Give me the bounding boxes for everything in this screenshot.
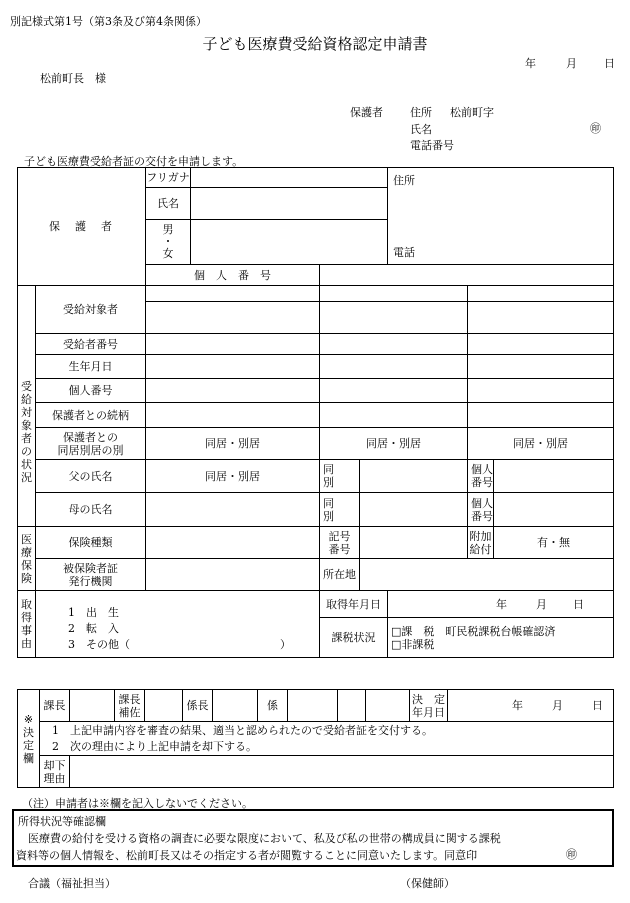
application-table	[17, 167, 614, 658]
cohabit-choice-3[interactable]: 同居・別居	[468, 428, 614, 460]
form-number: 別記様式第1号（第3条及び第4条関係）	[10, 15, 207, 28]
footer-welfare: 合議（福祉担当）	[28, 877, 116, 890]
tax-exempt-checkbox[interactable]: □非課税	[391, 637, 435, 651]
consent-heading: 所得状況等確認欄	[18, 815, 106, 828]
staff-stamp-3[interactable]	[366, 690, 410, 722]
side-char: 得	[21, 611, 32, 624]
acquired-date-field[interactable]	[388, 591, 614, 618]
reject-line-2: 理由	[43, 771, 66, 785]
mother-pnum-field[interactable]	[494, 493, 614, 527]
footer-nurse: （保健師）	[400, 877, 455, 890]
date-day-label: 日	[604, 57, 615, 70]
deputy-line-1: 課長	[118, 692, 141, 706]
cohabit-choice-1[interactable]: 同居・別居	[146, 428, 320, 460]
decided-line-1: 決 定	[412, 692, 445, 706]
guardian-name-label: 氏名	[146, 188, 191, 220]
side-char: 険	[21, 571, 32, 585]
side-char: 由	[21, 637, 32, 650]
chief-label: 課長	[40, 690, 70, 722]
side-char: 欄	[23, 751, 34, 765]
result-reject[interactable]: 2 次の理由により上記申請を却下する。	[40, 739, 614, 756]
applicant-address-value: 松前町字	[450, 106, 494, 119]
side-char: 取	[21, 598, 32, 611]
insurer-line-1: 被保険者証	[63, 561, 118, 575]
father-pnum-field[interactable]	[494, 460, 614, 493]
cohabit-label	[36, 428, 146, 460]
decision-table	[17, 689, 614, 788]
same-char-2: 別	[323, 509, 334, 523]
recipient-side-label	[18, 286, 36, 527]
location-field[interactable]	[360, 559, 614, 591]
furigana-field[interactable]	[191, 168, 388, 188]
staff-stamp-2[interactable]	[338, 690, 366, 722]
symbol-line-2: 番号	[328, 542, 351, 556]
decided-day: 日	[592, 699, 603, 712]
decided-line-2: 年月日	[412, 705, 445, 719]
tax-taxed-checkbox[interactable]: □課 税 町民税課税台帳確認済	[391, 624, 556, 638]
side-char: の	[21, 445, 32, 458]
acquisition-reasons[interactable]	[36, 591, 320, 658]
page-title: 子ども医療費受給資格認定申請書	[202, 35, 428, 53]
side-char: 事	[21, 624, 32, 637]
side-char: 況	[21, 471, 32, 484]
symbol-number-field[interactable]	[360, 527, 468, 559]
applicant-address-label: 住所	[410, 106, 432, 119]
pnum-line-2: 番号	[471, 509, 494, 523]
reason-other[interactable]: 3 その他（	[68, 638, 130, 651]
birthdate-3[interactable]	[468, 355, 614, 379]
extra-line-1: 附加	[469, 529, 492, 543]
pnum-line-1: 個人	[471, 463, 494, 476]
extra-benefit-label	[468, 527, 494, 559]
father-pnum-label	[468, 460, 494, 493]
relation-label: 保護者との続柄	[36, 403, 146, 428]
recipient-personal-number-1[interactable]	[146, 379, 320, 403]
guardian-name-field[interactable]	[191, 188, 388, 220]
deputy-stamp[interactable]	[145, 690, 183, 722]
recipient-furigana-2[interactable]	[320, 286, 468, 302]
insurer-field[interactable]	[146, 559, 320, 591]
reject-reason-label	[40, 756, 70, 788]
recipient-furigana-3[interactable]	[468, 286, 614, 302]
side-char: 療	[21, 545, 32, 559]
guardian-address-label: 住所	[393, 174, 416, 187]
application-statement: 子ども医療費受給者証の交付を申請します。	[24, 155, 244, 168]
acquired-year: 年	[496, 598, 508, 611]
recipient-number-1[interactable]	[146, 334, 320, 355]
insurance-type-label: 保険種類	[36, 527, 146, 559]
birthdate-2[interactable]	[320, 355, 468, 379]
acquired-date-label: 取得年月日	[320, 591, 388, 618]
guardian-sex-field[interactable]	[191, 220, 388, 265]
reason-other-close: ）	[280, 638, 291, 651]
same-char-1: 同	[323, 496, 334, 510]
recipient-personal-number-3[interactable]	[468, 379, 614, 403]
guardian-address-phone-cell[interactable]	[388, 168, 614, 265]
side-char: 受	[21, 380, 32, 393]
relation-3[interactable]	[468, 403, 614, 428]
decided-date-label	[410, 690, 448, 722]
deputy-line-2: 補佐	[118, 705, 141, 719]
reason-move-in[interactable]: 2 転 入	[68, 622, 119, 635]
pnum-line-1: 個人	[471, 496, 494, 510]
recipient-number-label: 受給者番号	[36, 334, 146, 355]
side-char: 象	[21, 419, 32, 432]
staff-stamp-1[interactable]	[288, 690, 338, 722]
insurer-label	[36, 559, 146, 591]
reason-birth[interactable]: 1 出 生	[68, 606, 119, 619]
consent-seal-icon[interactable]: ㊞	[566, 848, 577, 861]
pnum-line-2: 番号	[471, 476, 494, 489]
extra-benefit-choice[interactable]: 有・無	[494, 527, 614, 559]
acquisition-side-label	[18, 591, 36, 658]
birthdate-label: 生年月日	[36, 355, 146, 379]
guardian-phone-label: 電話	[393, 246, 416, 259]
birthdate-1[interactable]	[146, 355, 320, 379]
acquired-day: 日	[573, 598, 585, 611]
sex-female: 女	[162, 247, 174, 260]
mother-same-label	[320, 493, 360, 527]
same-char-2: 別	[323, 476, 334, 489]
relation-2[interactable]	[320, 403, 468, 428]
father-cohabit-choice[interactable]: 同居・別居	[146, 460, 320, 493]
extra-line-2: 給付	[469, 542, 492, 556]
relation-1[interactable]	[146, 403, 320, 428]
mother-name-label: 母の氏名	[36, 493, 146, 527]
applicant-name-label: 氏名	[410, 123, 432, 136]
sex-male: 男	[162, 223, 174, 236]
consent-line-1: 医療費の給付を受ける資格の調査に必要な限度において、私及び私の世帯の構成員に関する課税	[28, 832, 501, 845]
side-char: 対	[21, 406, 32, 419]
recipient-target-label: 受給対象者	[36, 286, 146, 334]
applicant-seal-icon: ㊞	[590, 122, 601, 135]
chief-stamp[interactable]	[70, 690, 115, 722]
cohabit-label-line-2: 同居別居の別	[57, 443, 124, 457]
symbol-line-1: 記号	[328, 529, 351, 543]
recipient-number-2[interactable]	[320, 334, 468, 355]
mother-name-field[interactable]	[360, 493, 468, 527]
decision-side-label	[18, 690, 40, 788]
result-approve[interactable]: 1 上記申請内容を審査の結果、適当と認められたので受給者証を交付する。	[40, 722, 614, 739]
guardian-sex-label[interactable]	[146, 220, 191, 265]
side-char: 給	[21, 393, 32, 406]
insurer-line-2: 発行機関	[68, 574, 113, 588]
recipient-number-3[interactable]	[468, 334, 614, 355]
recipient-personal-number-2[interactable]	[320, 379, 468, 403]
recipient-personal-number-label: 個人番号	[36, 379, 146, 403]
staff-label: 係	[258, 690, 288, 722]
applicant-role: 保護者	[350, 106, 383, 119]
cohabit-label-line-1: 保護者との	[63, 430, 118, 444]
father-name-field[interactable]	[360, 460, 468, 493]
decided-year: 年	[512, 699, 523, 712]
recipient-furigana-1[interactable]	[146, 286, 320, 302]
decided-date-field[interactable]	[448, 690, 614, 722]
symbol-number-label	[320, 527, 360, 559]
guardian-personal-number-label: 個 人 番 号	[146, 265, 320, 286]
father-same-label	[320, 460, 360, 493]
side-char: 状	[21, 458, 32, 471]
side-char: 医	[21, 532, 32, 546]
recipient-name-2[interactable]	[320, 302, 468, 334]
recipient-name-3[interactable]	[468, 302, 614, 334]
reject-reason-field[interactable]	[70, 756, 614, 788]
mother-blank[interactable]	[146, 493, 320, 527]
same-char-1: 同	[323, 463, 334, 476]
note: （注）申請者は※欄を記入しないでください。	[22, 797, 253, 810]
deputy-label	[115, 690, 145, 722]
side-char: 決	[23, 725, 34, 739]
date-year-label: 年	[525, 57, 536, 70]
mother-pnum-label	[468, 493, 494, 527]
applicant-phone-label: 電話番号	[410, 139, 454, 152]
acquired-month: 月	[536, 598, 548, 611]
location-label: 所在地	[320, 559, 360, 591]
insurance-type-field[interactable]	[146, 527, 320, 559]
side-char: 保	[21, 558, 32, 572]
guardian-section-label: 保 護 者	[18, 168, 146, 286]
side-char: 者	[21, 432, 32, 445]
section-chief-label: 係長	[183, 690, 213, 722]
recipient-name-1[interactable]	[146, 302, 320, 334]
tax-status-label: 課税状況	[320, 618, 388, 658]
decided-month: 月	[552, 699, 563, 712]
date-month-label: 月	[566, 57, 577, 70]
guardian-personal-number-field[interactable]	[320, 265, 614, 286]
insurance-side-label	[18, 527, 36, 591]
side-char: 定	[23, 738, 34, 752]
consent-box	[12, 809, 614, 867]
addressee: 松前町長 様	[40, 72, 106, 85]
tax-status-field[interactable]	[388, 618, 614, 658]
section-chief-stamp[interactable]	[213, 690, 258, 722]
father-name-label: 父の氏名	[36, 460, 146, 493]
cohabit-choice-2[interactable]: 同居・別居	[320, 428, 468, 460]
side-char: ※	[23, 712, 34, 726]
reject-line-1: 却下	[43, 758, 66, 772]
consent-line-2: 資料等の個人情報を、松前町長又はその指定する者が閲覧することに同意いたします。同意印	[16, 849, 478, 862]
sex-dot: ・	[162, 235, 174, 248]
furigana-label: フリガナ	[146, 168, 191, 188]
